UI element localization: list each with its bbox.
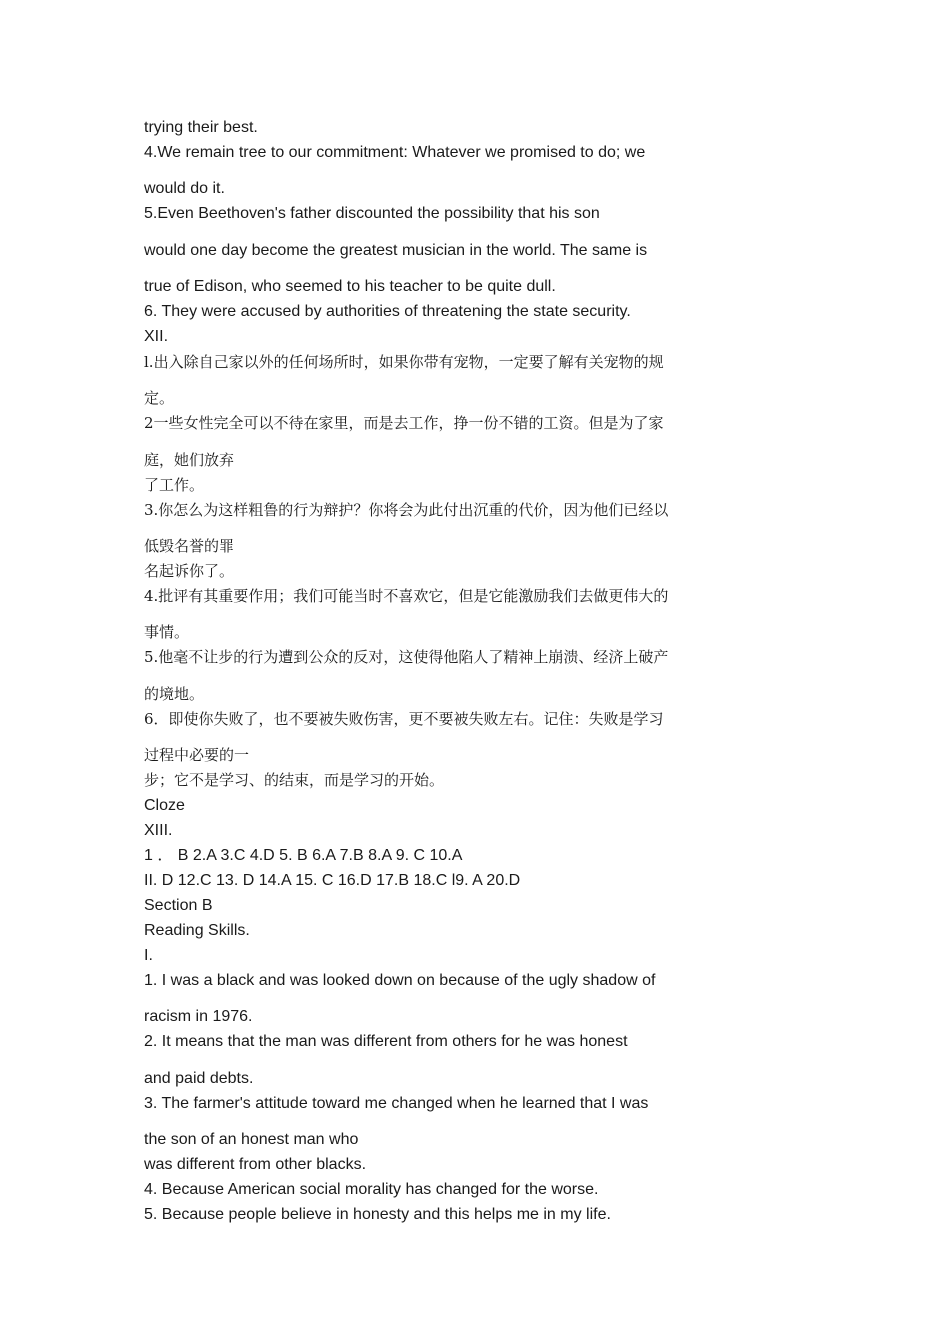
text-line: true of Edison, who seemed to his teacher to be quite dull.	[144, 278, 556, 295]
text-line: 步；它不是学习、的结束，而是学习的开始。	[144, 771, 445, 789]
section-heading: Cloze	[144, 797, 185, 814]
text-line: 3. The farmer's attitude toward me changed when he learned that I was	[144, 1095, 649, 1112]
text-line: 定。	[144, 389, 175, 407]
text-line: 5.他毫不让步的行为遭到公众的反对，这使得他陷人了精神上崩溃、经济上破产	[144, 648, 669, 666]
text-line: 4.We remain tree to our commitment: Whatever we promised to do; we	[144, 144, 646, 161]
text-line: would one day become the greatest musician in the world. The same is	[144, 242, 648, 259]
text-line: the son of an honest man who	[144, 1131, 359, 1148]
text-line: and paid debts.	[144, 1070, 254, 1087]
text-line: 1. I was a black and was looked down on because of the ugly shadow of	[144, 972, 656, 989]
text-line: trying their best.	[144, 119, 258, 136]
text-line: 6. They were accused by authorities of threatening the state security.	[144, 303, 631, 320]
text-line: 事情。	[144, 623, 190, 641]
section-heading: XII.	[144, 328, 169, 345]
section-heading: Reading Skills.	[144, 922, 250, 939]
text-line: 名起诉你了。	[144, 562, 235, 580]
text-line: 庭，她们放弃	[144, 451, 235, 469]
text-line: 2一些女性完全可以不待在家里，而是去工作，挣一份不错的工资。但是为了家	[144, 414, 664, 432]
text-line: 6．即使你失败了，也不要被失败伤害，更不要被失败左右。记住：失败是学习	[144, 710, 664, 728]
text-line: 过程中必要的一	[144, 746, 250, 764]
text-line: 2. It means that the man was different from others for he was honest	[144, 1033, 628, 1050]
text-line: 4.批评有其重要作用；我们可能当时不喜欢它，但是它能激励我们去做更伟大的	[144, 587, 669, 605]
text-line: l.出入除自己家以外的任何场所时，如果你带有宠物，一定要了解有关宠物的规	[144, 353, 664, 371]
text-line: 3.你怎么为这样粗鲁的行为辩护？你将会为此付出沉重的代价，因为他们已经以	[144, 501, 669, 519]
section-heading: Section B	[144, 897, 213, 914]
text-line: 低毁名誉的罪	[144, 537, 235, 555]
text-line: 5. Because people believe in honesty and this helps me in my life.	[144, 1206, 611, 1223]
section-heading: XIII.	[144, 822, 173, 839]
text-line: was different from other blacks.	[144, 1156, 367, 1173]
text-line: 的境地。	[144, 685, 205, 703]
text-line: 4. Because American social morality has changed for the worse.	[144, 1181, 599, 1198]
text-line: racism in 1976.	[144, 1008, 253, 1025]
answer-key-line: II. D 12.C 13. D 14.A 15. C 16.D 17.B 18.C l9. A 20.D	[144, 872, 521, 889]
text-line: 5.Even Beethoven's father discounted the possibility that his son	[144, 205, 600, 222]
answer-key-line: 1 ． B 2.A 3.C 4.D 5. B 6.A 7.B 8.A 9. C 10.A	[144, 847, 463, 864]
section-heading: I.	[144, 947, 153, 964]
text-line: would do it.	[144, 180, 225, 197]
text-line: 了工作。	[144, 476, 205, 494]
